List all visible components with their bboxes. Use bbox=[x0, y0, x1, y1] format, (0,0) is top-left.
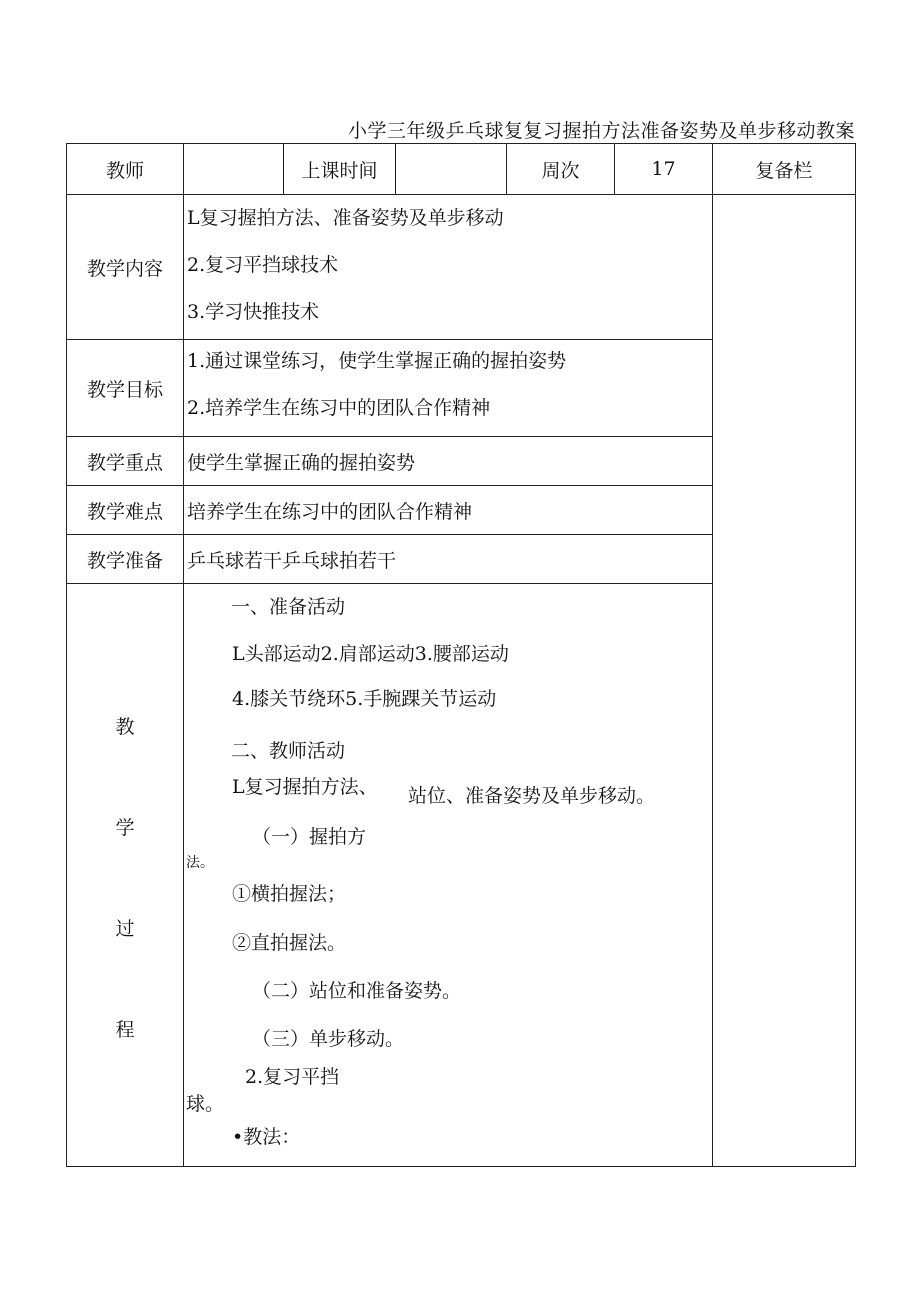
process-label-char: 教 bbox=[115, 716, 135, 738]
teacher-label: 教师 bbox=[67, 144, 184, 195]
goals-label: 教学目标 bbox=[67, 340, 184, 437]
focus-text: 使学生掌握正确的握拍姿势 bbox=[184, 437, 713, 486]
process-line: （三）单步移动。 bbox=[252, 1028, 405, 1050]
process-line: 4.膝关节绕环5.手腕踝关节运动 bbox=[232, 688, 497, 710]
lesson-plan-table bbox=[66, 143, 856, 1167]
week-label: 周次 bbox=[507, 144, 615, 195]
process-line: 站位、准备姿势及单步移动。 bbox=[408, 785, 656, 807]
preparation-text: 乒乓球若干乒乓球拍若干 bbox=[184, 535, 713, 584]
content-item: L复习握拍方法、准备姿势及单步移动 bbox=[187, 207, 504, 229]
process-line: L复习握拍方法、 bbox=[232, 776, 378, 798]
goal-item: 2.培养学生在练习中的团队合作精神 bbox=[187, 397, 491, 419]
class-time-label: 上课时间 bbox=[284, 144, 396, 195]
process-line: 一、准备活动 bbox=[231, 596, 346, 618]
process-line: 球。 bbox=[186, 1093, 225, 1115]
content-cell bbox=[184, 195, 713, 340]
content-label: 教学内容 bbox=[67, 195, 184, 340]
header-row bbox=[67, 144, 856, 195]
content-item: 2.复习平挡球技术 bbox=[187, 254, 339, 276]
process-line: 二、教师活动 bbox=[231, 740, 346, 762]
preparation-label: 教学准备 bbox=[67, 535, 184, 584]
process-line: L头部运动2.肩部运动3.腰部运动 bbox=[232, 643, 509, 665]
content-row bbox=[67, 195, 856, 340]
process-line: （二）站位和准备姿势。 bbox=[252, 980, 462, 1002]
week-value: 17 bbox=[615, 144, 713, 195]
process-line: 法。 bbox=[186, 855, 214, 871]
process-line: （一）握拍方 bbox=[252, 826, 367, 848]
goal-item: 1.通过课堂练习，使学生掌握正确的握拍姿势 bbox=[187, 350, 567, 372]
focus-label: 教学重点 bbox=[67, 437, 184, 486]
process-label-char: 程 bbox=[115, 1019, 135, 1041]
process-label bbox=[67, 584, 184, 1167]
teacher-value[interactable] bbox=[184, 144, 284, 195]
process-line: •教法： bbox=[232, 1126, 301, 1148]
process-cell bbox=[184, 584, 713, 1167]
process-line: ②直拍握法。 bbox=[232, 932, 347, 954]
notes-column[interactable] bbox=[713, 195, 856, 1167]
process-label-char: 学 bbox=[115, 817, 135, 839]
process-label-char: 过 bbox=[115, 918, 135, 940]
difficulty-text: 培养学生在练习中的团队合作精神 bbox=[184, 486, 713, 535]
process-line: ①横拍握法； bbox=[232, 883, 347, 905]
content-item: 3.学习快推技术 bbox=[187, 301, 320, 323]
goals-cell bbox=[184, 340, 713, 437]
difficulty-label: 教学难点 bbox=[67, 486, 184, 535]
class-time-value[interactable] bbox=[396, 144, 507, 195]
notes-label: 复备栏 bbox=[713, 144, 856, 195]
process-line: 2.复习平挡 bbox=[245, 1066, 340, 1088]
document-title: 小学三年级乒乓球复复习握拍方法准备姿势及单步移动教案 bbox=[347, 120, 855, 142]
